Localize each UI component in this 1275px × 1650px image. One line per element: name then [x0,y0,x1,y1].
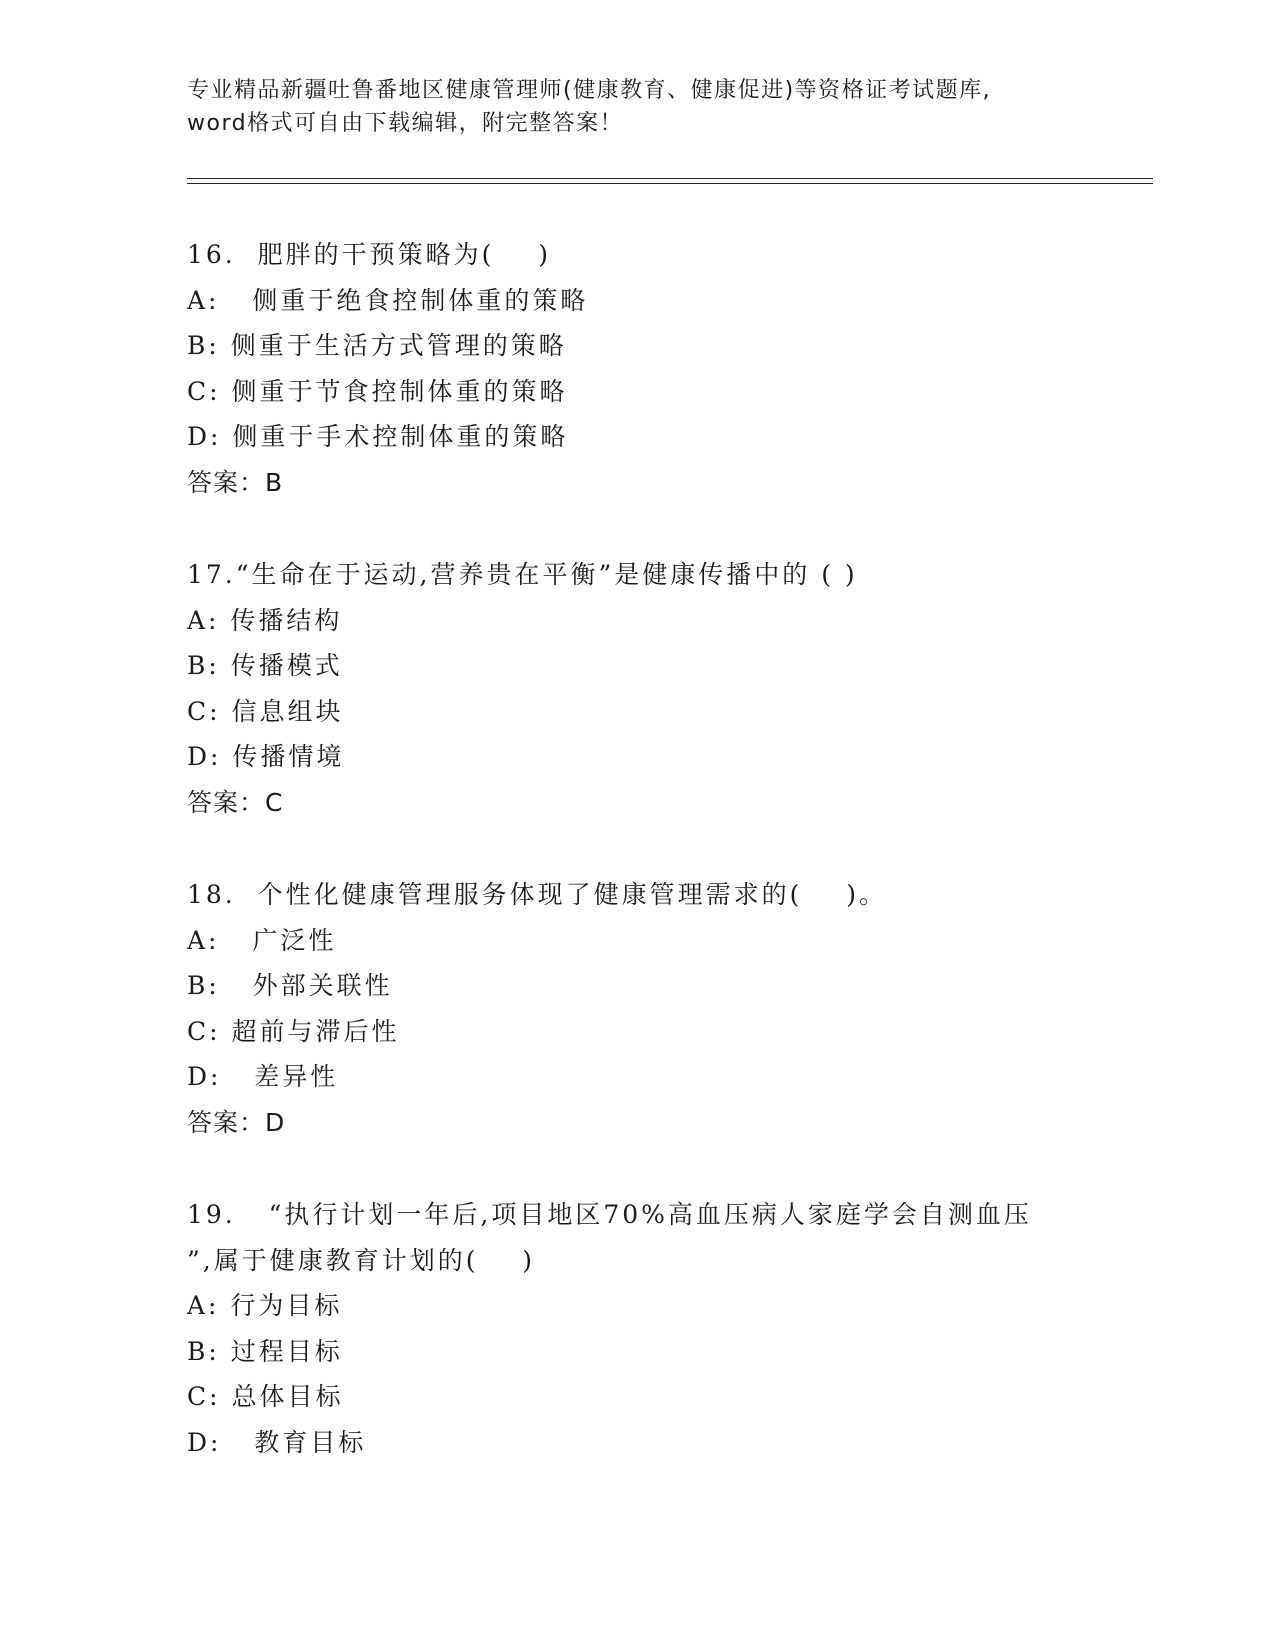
header-divider-top [187,178,1153,179]
answer-line: 答案：C [187,787,284,817]
question-18 [187,872,1087,1145]
question-stem: 17.“生命在于运动,营养贵在平衡”是健康传播中的 ( ) [187,560,858,589]
option-b: B: 过程目标 [187,1336,343,1366]
option-a: A: 行为目标 [187,1291,343,1320]
option-c: C: 信息组块 [187,696,344,726]
option-b: B: 传播模式 [187,651,343,680]
question-list [187,232,1087,1465]
answer-line: 答案：B [187,467,284,497]
option-a: A: 侧重于绝食控制体重的策略 [187,285,589,315]
question-stem: 16. 肥胖的干预策略为( ) [187,240,551,269]
option-c: C: 侧重于节食控制体重的策略 [187,376,568,406]
question-stem: 19. “执行计划一年后,项目地区70%高血压病人家庭学会自测血压 [187,1200,1032,1229]
question-spacer [187,1145,1087,1192]
option-a: A: 广泛性 [187,925,337,955]
header-divider-bottom [187,183,1153,184]
option-c: C: 总体目标 [187,1382,344,1411]
option-d: D: 传播情境 [187,742,345,771]
answer-line: 答案：D [187,1107,286,1137]
option-d: D: 侧重于手术控制体重的策略 [187,422,569,451]
option-b: B: 侧重于生活方式管理的策略 [187,331,567,360]
document-header [187,74,1067,140]
question-19 [187,1192,1087,1465]
option-d: D: 差异性 [187,1062,339,1091]
header-line-1: 专业精品新疆吐鲁番地区健康管理师(健康教育、健康促进)等资格证考试题库, [187,78,992,103]
question-stem: 18. 个性化健康管理服务体现了健康管理需求的( )。 [187,880,887,909]
question-stem-continued: ”,属于健康教育计划的( ) [187,1245,536,1275]
question-spacer [187,825,1087,872]
option-d: D: 教育目标 [187,1427,367,1457]
option-a: A: 传播结构 [187,605,343,635]
option-c: C: 超前与滞后性 [187,1016,400,1046]
question-spacer [187,505,1087,552]
option-b: B: 外部关联性 [187,971,393,1000]
header-line-2: word格式可自由下载编辑，附完整答案！ [187,111,624,136]
question-16 [187,232,1087,505]
question-17 [187,552,1087,825]
